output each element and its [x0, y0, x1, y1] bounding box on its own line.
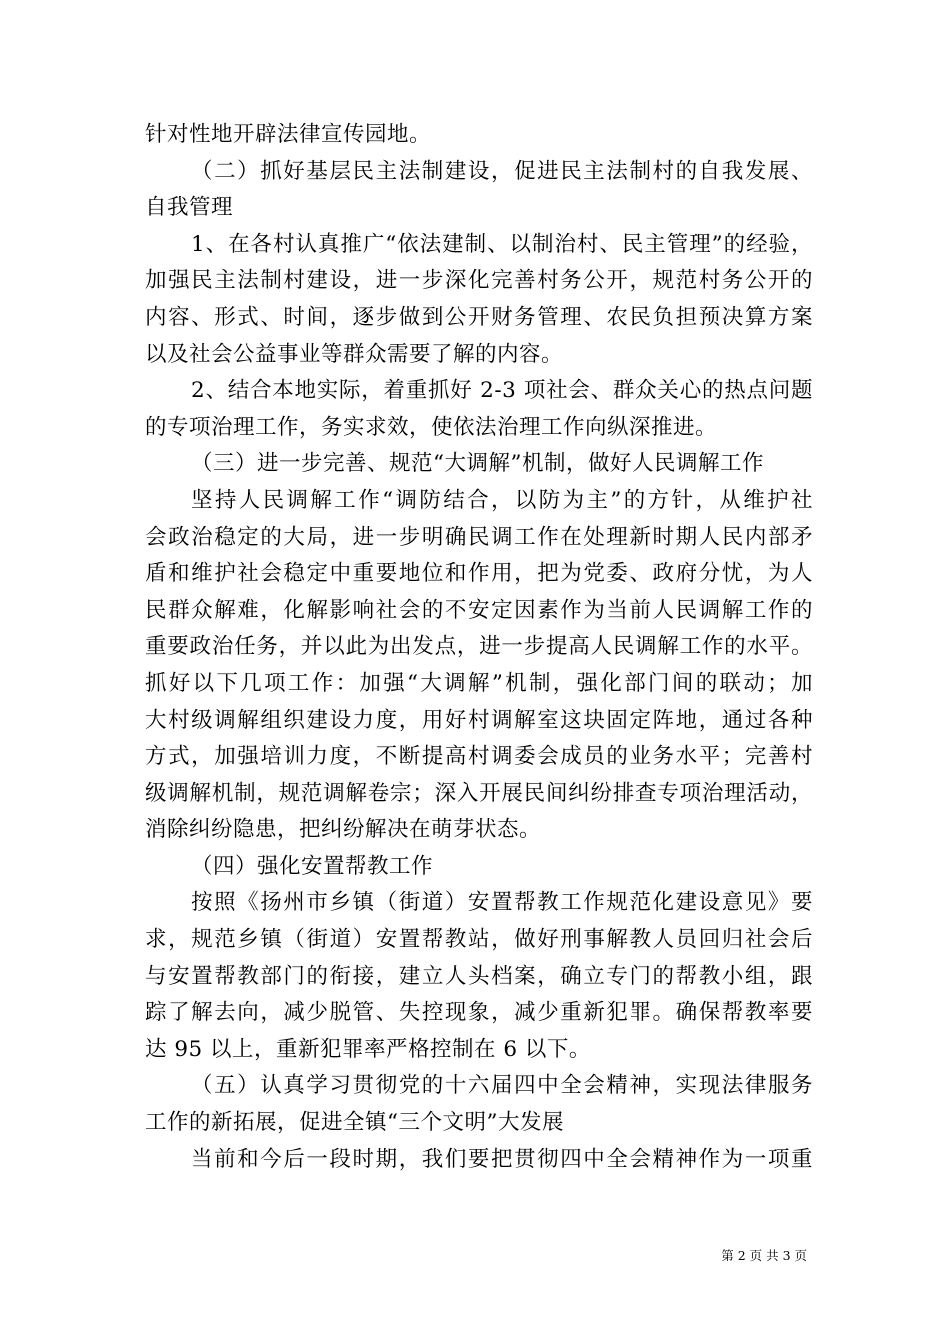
- section-heading: （五）认真学习贯彻党的十六届四中全会精神，实现法律服务: [191, 1073, 813, 1099]
- document-body: [145, 117, 813, 1178]
- section-heading: （三）进一步完善、规范“大调解”机制，做好人民调解工作: [191, 451, 764, 477]
- text-line: 1、在各村认真推广“依法建制、以制治村、民主管理”的经验，: [191, 231, 813, 257]
- text-line: 大村级调解组织建设力度，用好村调解室这块固定阵地，通过各种: [145, 707, 813, 733]
- text-line: 内容、形式、时间，逐步做到公开财务管理、农民负担预决算方案: [145, 304, 813, 330]
- text-line: 踪了解去向，减少脱管、失控现象，减少重新犯罪。确保帮教率要: [145, 1000, 813, 1026]
- text-line: 抓好以下几项工作：加强“大调解”机制，强化部门间的联动；加: [145, 670, 813, 696]
- text-line: 盾和维护社会稳定中重要地位和作用，把为党委、政府分忧，为人: [145, 561, 813, 587]
- text-line: 会政治稳定的大局，进一步明确民调工作在处理新时期人民内部矛: [145, 524, 813, 550]
- text-line: 级调解机制，规范调解卷宗；深入开展民间纠纷排查专项治理活动，: [145, 780, 813, 806]
- section-heading: （二）抓好基层民主法制建设，促进民主法制村的自我发展、: [191, 158, 813, 184]
- section-heading: （四）强化安置帮教工作: [191, 853, 434, 879]
- text-line: 以及社会公益事业等群众需要了解的内容。: [145, 341, 564, 367]
- text-line: 针对性地开辟法律宣传园地。: [145, 122, 432, 147]
- text-line: 坚持人民调解工作“调防结合，以防为主”的方针，从维护社: [191, 487, 813, 513]
- section-heading-continuation: 自我管理: [145, 195, 234, 221]
- text-line: 的专项治理工作，务实求效，使依法治理工作向纵深推进。: [145, 414, 718, 440]
- text-line: 民群众解难，化解影响社会的不安定因素作为当前人民调解工作的: [145, 597, 813, 623]
- text-line: 2、结合本地实际，着重抓好 2-3 项社会、群众关心的热点问题: [191, 378, 813, 404]
- text-line: 加强民主法制村建设，进一步深化完善村务公开，规范村务公开的: [145, 268, 813, 294]
- text-line: 达 95 以上，重新犯罪率严格控制在 6 以下。: [145, 1036, 591, 1062]
- text-line: 消除纠纷隐患，把纠纷解决在萌芽状态。: [145, 817, 542, 843]
- text-line: 当前和今后一段时期，我们要把贯彻四中全会精神作为一项重: [191, 1146, 813, 1172]
- page-number-footer: 第 2 页 共 3 页: [721, 1248, 807, 1263]
- section-heading-continuation: 工作的新拓展，促进全镇“三个文明”大发展: [145, 1110, 564, 1136]
- text-line: 重要政治任务，并以此为出发点，进一步提高人民调解工作的水平。: [145, 634, 813, 660]
- text-line: 按照《扬州市乡镇（街道）安置帮教工作规范化建设意见》要: [191, 890, 813, 916]
- text-line: 方式，加强培训力度，不断提高村调委会成员的业务水平；完善村: [145, 744, 813, 770]
- text-line: 求，规范乡镇（街道）安置帮教站，做好刑事解教人员回归社会后: [145, 927, 813, 953]
- text-line: 与安置帮教部门的衔接，建立人头档案，确立专门的帮教小组，跟: [145, 963, 813, 989]
